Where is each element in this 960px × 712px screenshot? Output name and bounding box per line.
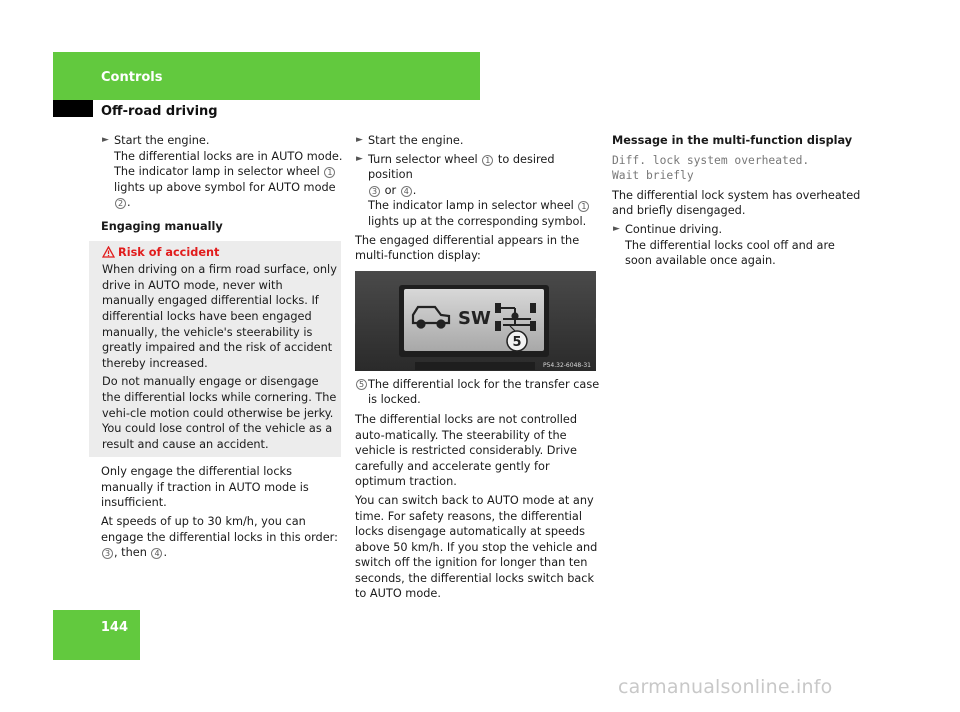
column-3 — [612, 133, 862, 269]
paragraph: The differential lock system has overheated and briefly disengaged. — [612, 188, 861, 218]
step-continue-driving: ► Continue driving. The differential locks cool off and are soon available once again. — [613, 222, 835, 268]
page-title: Off-road driving — [101, 104, 218, 119]
multi-function-display-figure — [355, 271, 596, 371]
header-tab-marker — [53, 100, 93, 117]
warning-paragraph: Do not manually engage or disengage the differential locks while cornering. The vehi-cle motion could otherwise be jerky. You could lose control of the vehicle as a result and cause an accident. — [102, 375, 337, 451]
callout-ref: 1 — [324, 167, 335, 178]
paragraph: The engaged differential appears in the multi-function display: — [355, 233, 580, 263]
display-label: SW — [458, 307, 491, 329]
engaging-manually-heading: Engaging manually — [101, 219, 223, 233]
step-start-engine: ► Start the engine. The differential locks are in AUTO mode. The indicator lamp in selector wheel 1 lights up above symbol for AUTO mode 2 . — [102, 134, 343, 210]
step-arrow-icon: ► — [356, 135, 363, 145]
callout-ref: 2 — [115, 198, 126, 209]
column-1 — [101, 133, 343, 564]
figure-callout-5: 5 — [512, 334, 522, 350]
section-title: Controls — [101, 70, 163, 85]
step-arrow-icon: ► — [102, 135, 109, 145]
page-number: 144 — [100, 620, 128, 635]
mfd-message-heading: Message in the multi-function display — [612, 134, 853, 147]
figure-caption: 5 The differential lock for the transfer case is locked. — [355, 377, 600, 408]
step-arrow-icon: ► — [356, 153, 363, 164]
header-bar — [53, 52, 480, 100]
paragraph: Only engage the differential locks manually if traction in AUTO mode is insufficient. — [101, 465, 309, 510]
paragraph: The differential locks are not controlled auto-matically. The steerability of the vehicle is restricted considerably. Drive carefully and accelerate gently for optimum traction. — [355, 412, 578, 489]
display-message-line: Diff. lock system overheated. — [612, 153, 810, 167]
step-start-engine: ► Start the engine. — [356, 134, 464, 147]
warning-paragraph: When driving on a firm road surface, only drive in AUTO mode, never with manually engaged differential locks. If differential locks have been engaged manually, the vehicle's steerability is greatly impaired and the risk of accident thereby increased. — [102, 263, 337, 370]
step-turn-selector: ► Turn selector wheel 1 to desired position 3 or 4 . The indicator lamp in selector wheel 1 lights up at the corresponding symbol. — [355, 152, 600, 230]
callout-ref: 5 — [356, 379, 367, 390]
warning-triangle-icon — [102, 246, 115, 258]
paragraph: At speeds of up to 30 km/h, you can engage the differential locks in this order: 3 , then 4 . — [101, 515, 338, 560]
callout-ref: 3 — [102, 548, 113, 559]
figure-code: P54.32-6048-31 — [542, 361, 591, 369]
column-2 — [355, 133, 600, 605]
warning-title: Risk of accident — [102, 245, 337, 261]
page-number-box — [53, 610, 140, 660]
step-arrow-icon: ► — [613, 223, 620, 234]
display-illustration — [355, 271, 596, 371]
callout-ref: 1 — [482, 155, 493, 166]
callout-ref: 4 — [151, 548, 162, 559]
paragraph: You can switch back to AUTO mode at any time. For safety reasons, the differential locks disengage automatically at speeds above 50 km/h. If you stop the vehicle and switch off the ignition for longer than ten seconds, the differential locks switch back to AUTO mode. — [355, 493, 598, 601]
watermark: carmanualsonline.info — [618, 676, 833, 698]
callout-ref: 3 — [369, 186, 380, 197]
warning-box — [89, 241, 341, 458]
callout-ref: 1 — [578, 201, 589, 212]
callout-ref: 4 — [401, 186, 412, 197]
display-message-line: Wait briefly — [612, 169, 694, 183]
